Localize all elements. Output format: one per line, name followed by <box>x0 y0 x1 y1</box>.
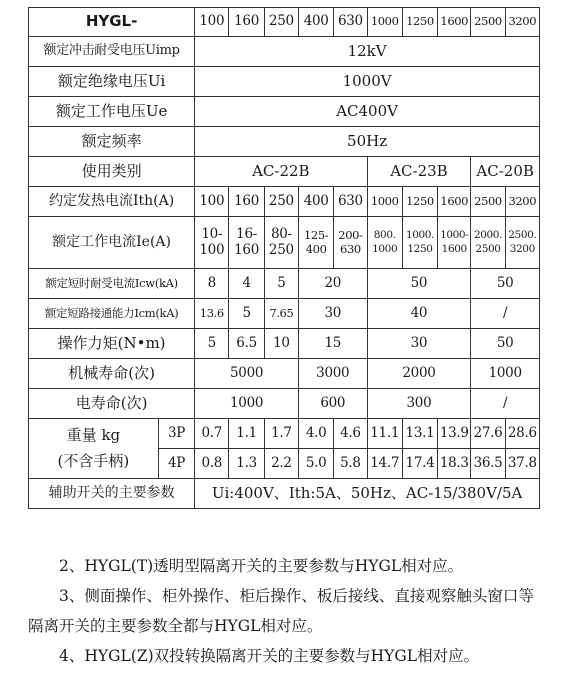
category-cell: AC-20B <box>471 157 540 187</box>
value-cell: 13.9 <box>438 419 471 449</box>
value-cell: 37.8 <box>505 449 539 479</box>
value-cell: 3200 <box>505 187 539 217</box>
rating-cell: 400 <box>299 8 334 37</box>
value-cell: / <box>471 299 540 329</box>
value-cell: 630 <box>334 187 367 217</box>
value-cell: 1000 <box>367 187 402 217</box>
value-cell: 160 <box>229 187 264 217</box>
value-cell: 28.6 <box>505 419 539 449</box>
aux-row <box>29 479 540 509</box>
note-4: 4、HYGL(Z)双投转换隔离开关的主要参数与HYGL相对应。 <box>59 647 480 665</box>
range-to: 3200 <box>509 242 535 255</box>
pole-label: 3P <box>158 419 194 449</box>
value-cell: 17.4 <box>402 449 437 479</box>
value-cell: 2500 <box>471 187 505 217</box>
row-value: AC400V <box>195 97 540 127</box>
value-cell: 0.7 <box>195 419 229 449</box>
range-from: 125- <box>304 228 329 243</box>
value-cell: 27.6 <box>471 419 505 449</box>
value-cell: 1.7 <box>264 419 298 449</box>
value-cell: 5 <box>195 329 229 359</box>
row-label: 机械寿命(次) <box>29 359 195 389</box>
row-value: 12kV <box>195 37 540 67</box>
value-cell: 5 <box>264 269 298 299</box>
value-cell <box>505 217 539 269</box>
value-cell <box>471 217 505 269</box>
range-to: 250 <box>268 241 294 258</box>
value-cell: 1.1 <box>229 419 264 449</box>
weight-label <box>29 419 159 479</box>
mech-life-row <box>29 359 540 389</box>
header-row <box>29 8 540 37</box>
value-cell <box>195 217 229 269</box>
rating-cell: 630 <box>334 8 367 37</box>
range-to: 2500 <box>475 242 501 255</box>
value-cell: 13.1 <box>402 419 437 449</box>
value-cell: 5 <box>229 299 264 329</box>
row-label: 额定绝缘电压Ui <box>29 67 195 97</box>
row-label: 额定短路接通能力Icm(kA) <box>29 299 195 329</box>
rating-cell: 1250 <box>402 8 437 37</box>
value-cell: 1250 <box>402 187 437 217</box>
value-cell: 4.6 <box>334 419 367 449</box>
ie-row <box>29 217 540 269</box>
value-cell: 0.8 <box>195 449 229 479</box>
value-cell <box>229 217 264 269</box>
value-cell: 50 <box>367 269 471 299</box>
row-label: 额定冲击耐受电压Uimp <box>29 37 195 67</box>
row-value: 1000V <box>195 67 540 97</box>
category-cell: AC-23B <box>367 157 471 187</box>
value-cell: 6.5 <box>229 329 264 359</box>
range-from: 80- <box>270 225 292 242</box>
range-from: 10- <box>201 225 223 242</box>
ue-row <box>29 97 540 127</box>
value-cell <box>367 217 402 269</box>
range-from: 1000. <box>405 229 434 242</box>
spec-table <box>28 7 540 509</box>
value-cell: / <box>471 389 540 419</box>
rating-cell: 1600 <box>438 8 471 37</box>
value-cell: 600 <box>299 389 368 419</box>
value-cell: 1000 <box>195 389 299 419</box>
value-cell: 11.1 <box>367 419 402 449</box>
value-cell: 13.6 <box>195 299 229 329</box>
value-cell: 5000 <box>195 359 299 389</box>
range-from: 1000- <box>440 229 469 242</box>
range-from: 2500. <box>508 229 537 242</box>
value-cell: 300 <box>367 389 471 419</box>
range-to: 100 <box>199 241 225 258</box>
value-cell: 4 <box>229 269 264 299</box>
row-value: 50Hz <box>195 127 540 157</box>
rating-cell: 250 <box>264 8 298 37</box>
value-cell: 50 <box>471 329 540 359</box>
value-cell: 1.3 <box>229 449 264 479</box>
range-to: 1000 <box>372 242 398 255</box>
range-to: 1250 <box>407 242 433 255</box>
icw-row <box>29 269 540 299</box>
range-to: 630 <box>340 241 361 256</box>
value-cell: 4.0 <box>299 419 334 449</box>
row-label: 电寿命(次) <box>29 389 195 419</box>
value-cell: 40 <box>367 299 471 329</box>
notes <box>28 551 548 671</box>
value-cell: 30 <box>367 329 471 359</box>
value-cell: 5.8 <box>334 449 367 479</box>
elec-life-row <box>29 389 540 419</box>
rating-cell: 1000 <box>367 8 402 37</box>
value-cell: 400 <box>299 187 334 217</box>
value-cell: 1000 <box>471 359 540 389</box>
torque-row <box>29 329 540 359</box>
value-cell: 3000 <box>299 359 368 389</box>
value-cell: 5.0 <box>299 449 334 479</box>
value-cell <box>299 217 334 269</box>
value-cell: 2.2 <box>264 449 298 479</box>
value-cell: 100 <box>195 187 229 217</box>
row-label: 额定短时耐受电流Icw(kA) <box>29 269 195 299</box>
icm-row <box>29 299 540 329</box>
range-from: 2000. <box>473 229 503 242</box>
row-label: 辅助开关的主要参数 <box>29 479 195 509</box>
rating-cell: 3200 <box>505 8 539 37</box>
value-cell <box>264 217 298 269</box>
freq-row <box>29 127 540 157</box>
rating-cell: 160 <box>229 8 264 37</box>
value-cell: 2000 <box>367 359 471 389</box>
uimp-row <box>29 37 540 67</box>
category-cell: AC-22B <box>195 157 367 187</box>
model-label: HYGL- <box>29 8 195 37</box>
ith-row <box>29 187 540 217</box>
value-cell <box>334 217 367 269</box>
weight-label-line: (不含手柄) <box>57 451 130 470</box>
value-cell: 1600 <box>438 187 471 217</box>
weight-label-line: 重量 kg <box>66 426 121 444</box>
range-to: 400 <box>305 241 327 256</box>
ui-row <box>29 67 540 97</box>
pole-label: 4P <box>158 449 194 479</box>
row-label: 额定频率 <box>29 127 195 157</box>
value-cell <box>402 217 437 269</box>
row-label: 使用类别 <box>29 157 195 187</box>
value-cell: 7.65 <box>264 299 298 329</box>
value-cell: 20 <box>299 269 368 299</box>
value-cell: 36.5 <box>471 449 505 479</box>
rating-cell: 2500 <box>471 8 505 37</box>
value-cell: 15 <box>299 329 368 359</box>
value-cell <box>438 217 471 269</box>
rating-cell: 100 <box>195 8 229 37</box>
range-from: 16- <box>236 225 257 242</box>
range-to: 160 <box>234 241 260 258</box>
row-value: Ui:400V、Ith:5A、50Hz、AC-15/380V/5A <box>195 479 540 509</box>
value-cell: 8 <box>195 269 229 299</box>
row-label: 额定工作电流Ie(A) <box>29 217 195 269</box>
range-to: 1600 <box>441 242 467 255</box>
row-label: 操作力矩(N•m) <box>29 329 195 359</box>
row-label: 额定工作电压Ue <box>29 97 195 127</box>
weight-3p-row <box>29 419 540 449</box>
value-cell: 10 <box>264 329 298 359</box>
note-2: 2、HYGL(T)透明型隔离开关的主要参数与HYGL相对应。 <box>59 557 464 575</box>
value-cell: 50 <box>471 269 540 299</box>
value-cell: 18.3 <box>438 449 471 479</box>
row-label: 约定发热电流Ith(A) <box>29 187 195 217</box>
note-3: 3、侧面操作、柜外操作、柜后操作、板后接线、直接观察触头窗口等隔离开关的主要参数全都与HYGL相对应。 <box>28 587 534 635</box>
range-from: 200- <box>338 228 363 243</box>
value-cell: 30 <box>299 299 368 329</box>
value-cell: 250 <box>264 187 298 217</box>
range-from: 800. <box>373 229 396 242</box>
value-cell: 14.7 <box>367 449 402 479</box>
category-row <box>29 157 540 187</box>
